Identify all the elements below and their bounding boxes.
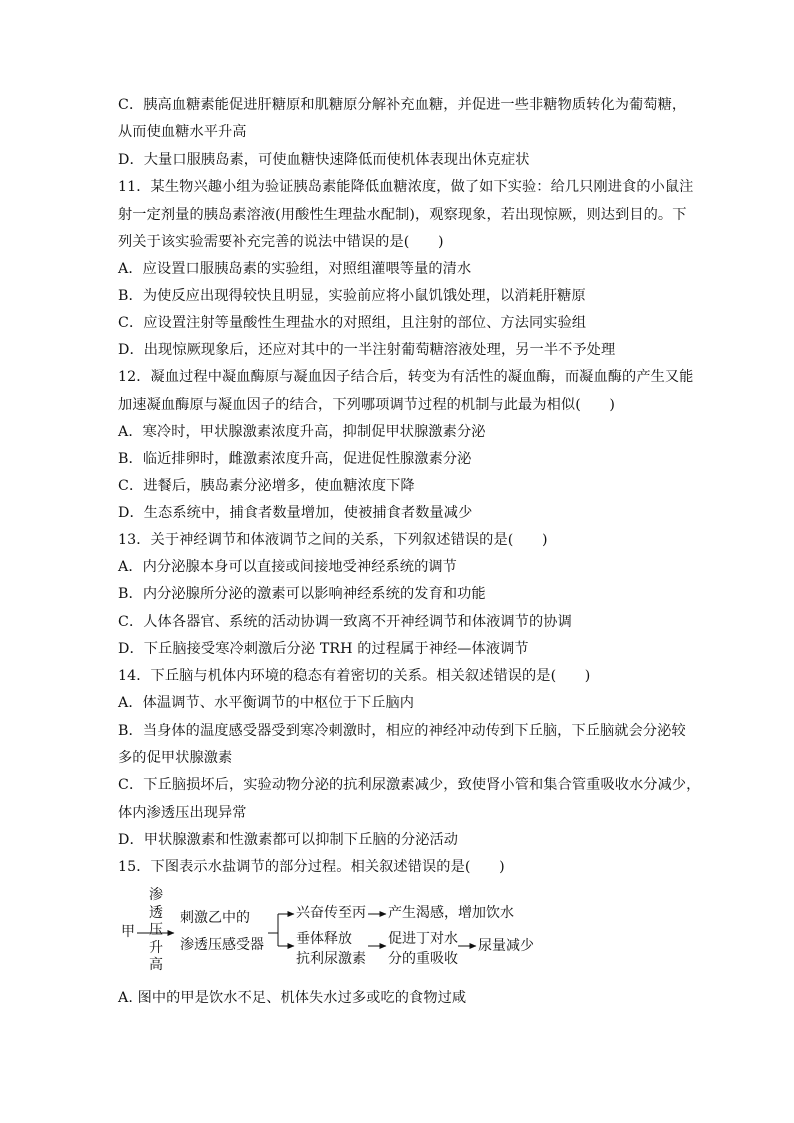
q13-stem: 13．关于神经调节和体液调节之间的关系，下列叙述错误的是( ) — [118, 532, 548, 548]
vertical-char: 渗 — [149, 887, 163, 903]
diagram-excitation-to-bing: 兴奋传至丙 — [296, 905, 366, 921]
vertical-char: 高 — [149, 957, 163, 973]
q11-stem-line3: 列关于该实验需要补充完善的说法中错误的是( ) — [118, 234, 444, 250]
q12-option-d: D．生态系统中，捕食者数量增加，使被捕食者数量减少 — [118, 505, 473, 521]
diagram-jia: 甲 — [121, 924, 135, 940]
q11-option-c: C．应设置注射等量酸性生理盐水的对照组，且注射的部位、方法同实验组 — [118, 315, 587, 331]
q13-option-d: D．下丘脑接受寒冷刺激后分泌 TRH 的过程属于神经—体液调节 — [118, 641, 529, 657]
diagram-reabsorption-line2: 分的重吸收 — [388, 951, 458, 967]
q11-stem-line1: 11．某生物兴趣小组为验证胰岛素能降低血糖浓度，做了如下实验：给几只刚进食的小鼠注 — [118, 179, 694, 195]
diagram-urine-decrease: 尿量减少 — [478, 938, 534, 954]
q14-option-c-line1: C．下丘脑损坏后，实验动物分泌的抗利尿激素减少，致使肾小管和集合管重吸收水分减少， — [118, 777, 701, 793]
q15-option-a: A. 图中的甲是饮水不足、机体失水过多或吃的食物过咸 — [118, 990, 467, 1006]
q10-option-c-line1: C．胰高血糖素能促进肝糖原和肌糖原分解补充血糖，并促进一些非糖物质转化为葡萄糖， — [118, 97, 687, 113]
q14-option-a: A．体温调节、水平衡调节的中枢位于下丘脑内 — [118, 695, 415, 711]
q11-stem-line2: 射一定剂量的胰岛素溶液(用酸性生理盐水配制)，观察现象，若出现惊厥，则达到目的。下 — [118, 207, 687, 223]
water-salt-regulation-diagram — [118, 882, 538, 982]
q12-option-a: A．寒冷时，甲状腺激素浓度升高，抑制促甲状腺激素分泌 — [118, 424, 486, 440]
q14-option-b-line2: 多的促甲状腺激素 — [118, 750, 233, 766]
q11-option-d: D．出现惊厥现象后，还应对其中的一半注射葡萄糖溶液处理，另一半不予处理 — [118, 342, 616, 358]
q13-option-b: B．内分泌腺所分泌的激素可以影响神经系统的发育和功能 — [118, 586, 486, 602]
q10-option-c-line2: 从而使血糖水平升高 — [118, 124, 247, 140]
q13-option-a: A．内分泌腺本身可以直接或间接地受神经系统的调节 — [118, 559, 457, 575]
q11-option-a: A．应设置口服胰岛素的实验组，对照组灌喂等量的清水 — [118, 261, 472, 277]
diagram-thirst: 产生渴感，增加饮水 — [388, 905, 514, 921]
diagram-reabsorption-line1: 促进丁对水 — [388, 931, 458, 947]
vertical-char: 透 — [149, 904, 163, 921]
diagram-stimulus-line1: 刺激乙中的 — [180, 910, 250, 926]
q14-option-d: D．甲状腺激素和性激素都可以抑制下丘脑的分泌活动 — [118, 832, 459, 848]
q11-option-b: B．为使反应出现得较快且明显，实验前应将小鼠饥饿处理，以消耗肝糖原 — [118, 288, 586, 304]
q14-option-c-line2: 体内渗透压出现异常 — [118, 805, 247, 821]
q12-option-c: C．进餐后，胰岛素分泌增多，使血糖浓度下降 — [118, 478, 415, 494]
q10-option-d: D．大量口服胰岛素，可使血糖快速降低而使机体表现出休克症状 — [118, 152, 530, 168]
q14-stem: 14．下丘脑与机体内环境的稳态有着密切的关系。相关叙述错误的是( ) — [118, 668, 591, 684]
vertical-char: 升 — [149, 939, 163, 956]
q12-stem-line1: 12．凝血过程中凝血酶原与凝血因子结合后，转变为有活性的凝血酶，而凝血酶的产生又能 — [118, 369, 694, 385]
q14-option-b-line1: B．当身体的温度感受器受到寒冷刺激时，相应的神经冲动传到下丘脑，下丘脑就会分泌较 — [118, 723, 686, 739]
diagram-osmotic-rise-vertical — [148, 887, 164, 975]
q13-option-c: C．人体各器官、系统的活动协调一致离不开神经调节和体液调节的协调 — [118, 614, 572, 630]
diagram-pituitary-line2: 抗利尿激素 — [296, 951, 366, 967]
q15-stem: 15．下图表示水盐调节的部分过程。相关叙述错误的是( ) — [118, 859, 505, 875]
diagram-stimulus-line2: 渗透压感受器 — [180, 937, 264, 953]
vertical-char: 压 — [149, 922, 163, 938]
q12-stem-line2: 加速凝血酶原与凝血因子的结合，下列哪项调节过程的机制与此最为相似( ) — [118, 397, 616, 413]
diagram-pituitary-line1: 垂体释放 — [296, 931, 352, 947]
q12-option-b: B．临近排卵时，雌激素浓度升高，促进促性腺激素分泌 — [118, 451, 472, 467]
